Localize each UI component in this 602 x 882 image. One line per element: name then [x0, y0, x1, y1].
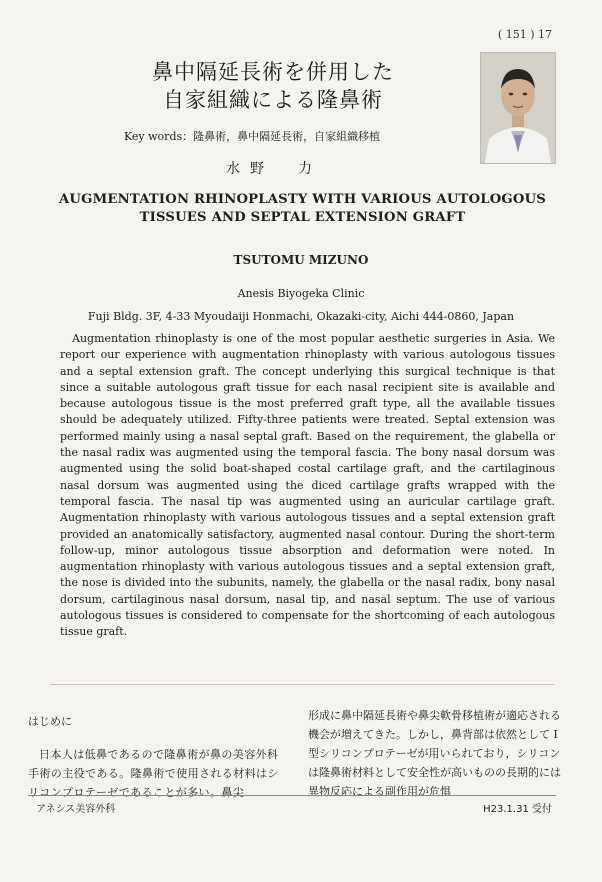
english-title [30, 191, 575, 227]
japanese-title-line1: 鼻中隔延長術を併用した [152, 60, 394, 84]
abstract: Augmentation rhinoplasty is one of the most popular aesthetic surgeries in Asia. We report our experience with augmentation rhinoplasty with various autologous tissues and a septal extension graft. The concept underlying this surgical technique is that since a suitable autologous graft tissue for each nasal recipient site is available and because autologous tissue is the most preferred graft type, all the available tissues should be adequately utilized. Fifty-three patients were treated. Septal extension was performed mainly using a nasal septal graft. Based on the requirement, the glabella or the nasal radix was augmented using the temporal fascia. The bony nasal dorsum was augmented using the solid boat-shaped costal cartilage graft, and the cartilaginous nasal dorsum was augmented using the diced cartilage grafts wrapped with the temporal fascia. The nasal tip was augmented using an auricular cartilage graft. Augmentation rhinoplasty with various autologous tissues and a septal extension graft provided an anatomically satisfactory, augmented nasal contour. During the short-term follow-up, minor autologous tissue absorption and deformation were noted. In augmentation rhinoplasty with various autologous tissues and a septal extension graft, the nose is divided into the subunits, namely, the glabella or the nasal radix, bony nasal dorsum, cartilaginous nasal dorsum, nasal tip, and nasal septum. The use of various autologous tissues is considered to compensate for the shortcoming of each autologous tissue graft. [60, 332, 555, 639]
page-number: ( 151 ) 17 [497, 28, 552, 41]
intro-right-column [308, 706, 564, 801]
author-name-english: TSUTOMU MIZUNO [233, 253, 369, 267]
section-divider [50, 684, 554, 685]
english-title-line1: AUGMENTATION RHINOPLASTY WITH VARIOUS AUTOLOGOUS [59, 192, 546, 207]
japanese-title-line2: 自家組織による隆鼻術 [163, 88, 383, 112]
intro-right-text: 形成に鼻中隔延長術や鼻尖軟骨移植術が適応される機会が増えてきた。しかし，鼻背部は依然として I 型シリコンプロテーゼが用いられており，シリコンは隆鼻術材料として安全性が高いものの長期的には異物反応による副作用が危惧 [308, 709, 561, 798]
author-portrait-icon [481, 53, 555, 163]
address: Fuji Bldg. 3F, 4-33 Myoudaiji Honmachi, Okazaki-city, Aichi 444-0860, Japan [87, 310, 515, 323]
keywords: Key words：隆鼻術，鼻中隔延長術，自家組織移植 [124, 130, 381, 143]
intro-left-text: 日本人は低鼻であるので隆鼻術が鼻の美容外科手術の主役である。隆鼻術で使用される材料はシリコンプロテーゼであることが多い。鼻尖 [28, 748, 279, 799]
english-title-line2: TISSUES AND SEPTAL EXTENSION GRAFT [139, 210, 466, 225]
intro-left-column [28, 712, 284, 802]
affiliation: Anesis Biyogeka Clinic [237, 287, 365, 300]
footer-clinic: アネシス美容外科 [36, 804, 116, 815]
footer-received-date: H23.1.31 受付 [483, 804, 552, 815]
intro-heading: はじめに [28, 715, 72, 728]
footer-divider [28, 795, 556, 796]
japanese-title [108, 58, 438, 114]
author-photo [480, 52, 556, 164]
author-name-japanese: 水野 力 [226, 161, 322, 177]
